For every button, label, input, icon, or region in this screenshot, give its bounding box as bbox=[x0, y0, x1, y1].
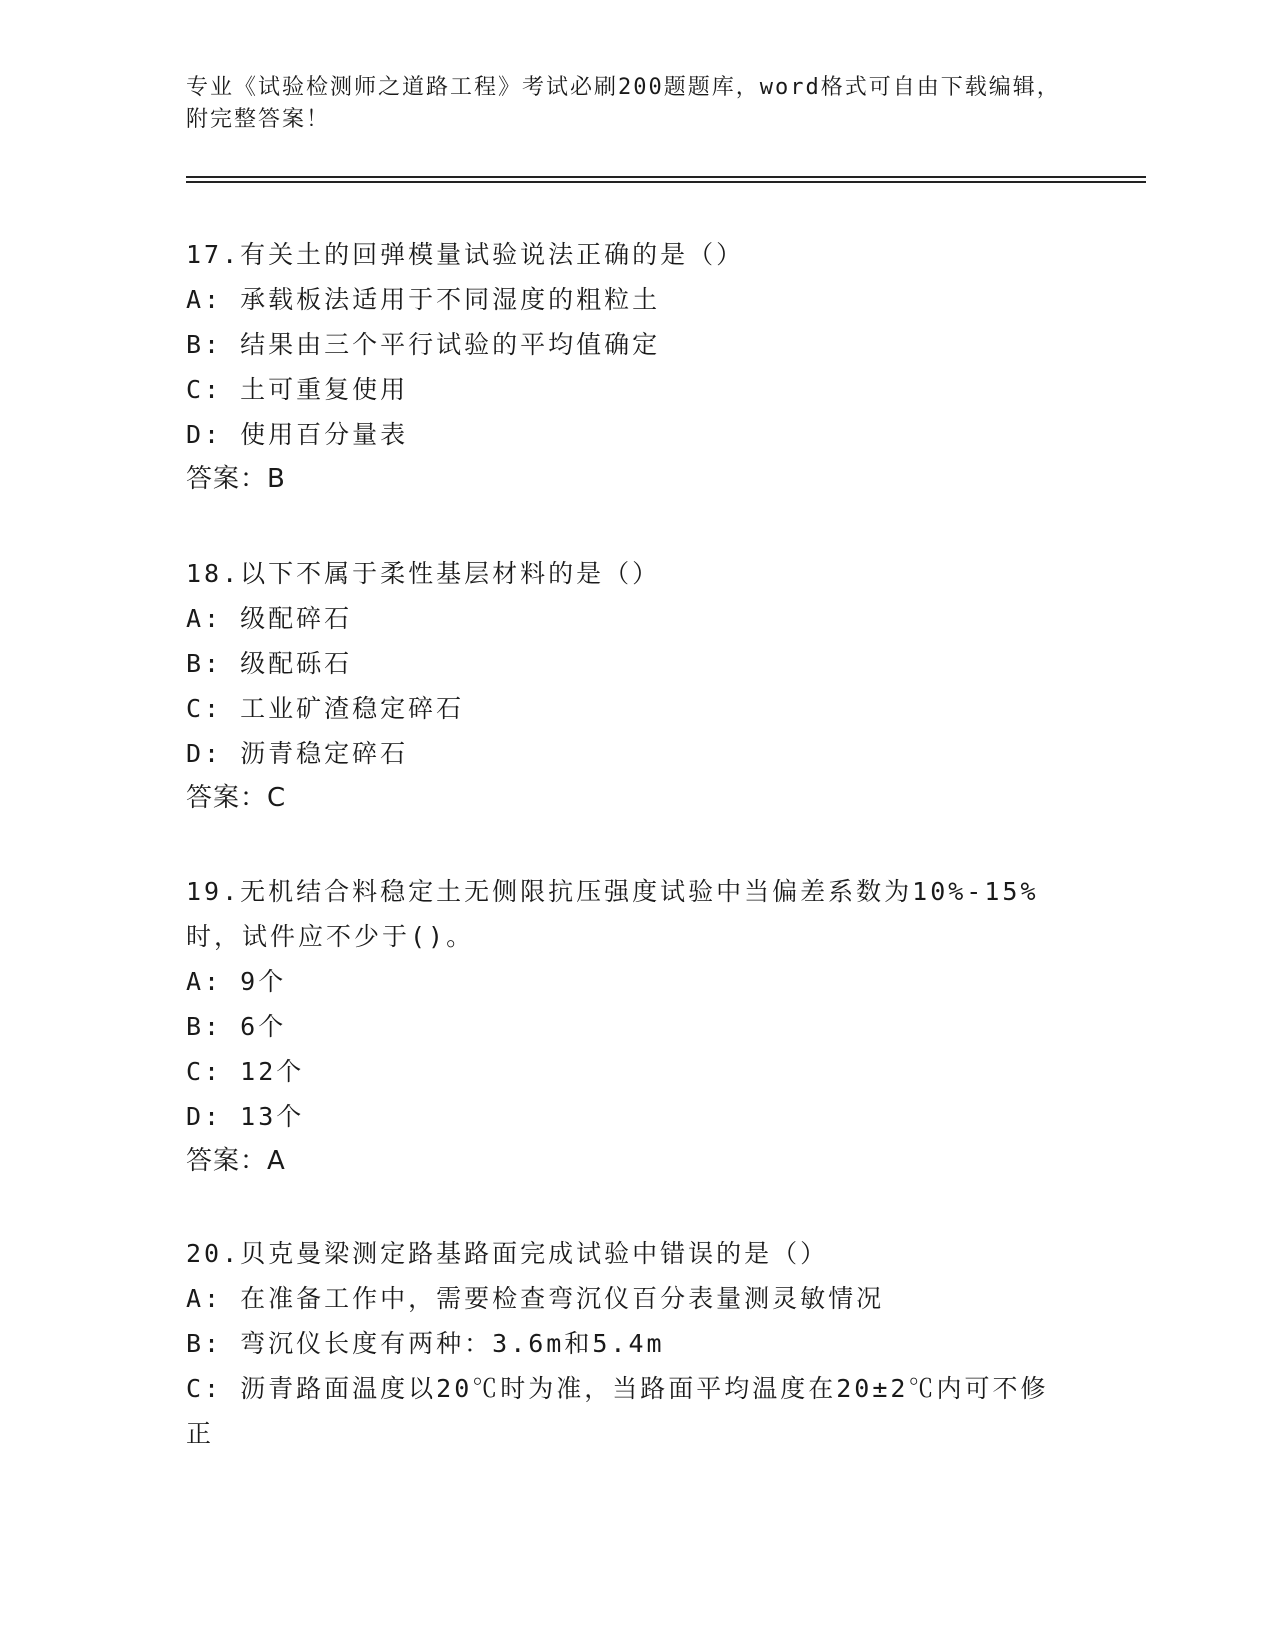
option-b: B: 弯沉仪长度有两种：3.6m和5.4m bbox=[186, 1329, 665, 1358]
question-title: 19.无机结合料稳定土无侧限抗压强度试验中当偏差系数为10%-15%时，试件应不少于()。 bbox=[186, 877, 1039, 951]
answer-label: 答案：B bbox=[186, 464, 286, 494]
question-18 bbox=[186, 551, 1086, 821]
option-d: D: 沥青稳定碎石 bbox=[186, 739, 409, 768]
header-divider-top bbox=[186, 176, 1146, 178]
option-c: C: 工业矿渣稳定碎石 bbox=[186, 694, 465, 723]
option-a: A: 级配碎石 bbox=[186, 604, 353, 633]
question-17 bbox=[186, 232, 1086, 502]
option-b: B: 级配砾石 bbox=[186, 649, 353, 678]
question-title: 20.贝克曼梁测定路基路面完成试验中错误的是（） bbox=[186, 1239, 829, 1268]
option-a: A: 在准备工作中，需要检查弯沉仪百分表量测灵敏情况 bbox=[186, 1284, 885, 1313]
option-c: C: 12个 bbox=[186, 1057, 305, 1086]
question-20 bbox=[186, 1231, 1086, 1456]
question-19 bbox=[186, 869, 1086, 1184]
option-c: C: 沥青路面温度以20℃时为准，当路面平均温度在20±2℃内可不修正 bbox=[186, 1374, 1049, 1448]
option-d: D: 13个 bbox=[186, 1102, 305, 1131]
answer-label: 答案：A bbox=[186, 1146, 286, 1176]
option-a: A: 9个 bbox=[186, 967, 287, 996]
option-a: A: 承载板法适用于不同湿度的粗粒土 bbox=[186, 285, 661, 314]
option-d: D: 使用百分量表 bbox=[186, 420, 409, 449]
header-divider-bottom bbox=[186, 181, 1146, 183]
question-title: 17.有关土的回弹模量试验说法正确的是（） bbox=[186, 240, 745, 269]
option-b: B: 结果由三个平行试验的平均值确定 bbox=[186, 330, 661, 359]
answer-label: 答案：C bbox=[186, 783, 287, 813]
question-title: 18.以下不属于柔性基层材料的是（） bbox=[186, 559, 661, 588]
document-header: 专业《试验检测师之道路工程》考试必刷200题题库，word格式可自由下载编辑，附完整答案！ bbox=[186, 75, 1061, 132]
option-b: B: 6个 bbox=[186, 1012, 287, 1041]
option-c: C: 土可重复使用 bbox=[186, 375, 409, 404]
